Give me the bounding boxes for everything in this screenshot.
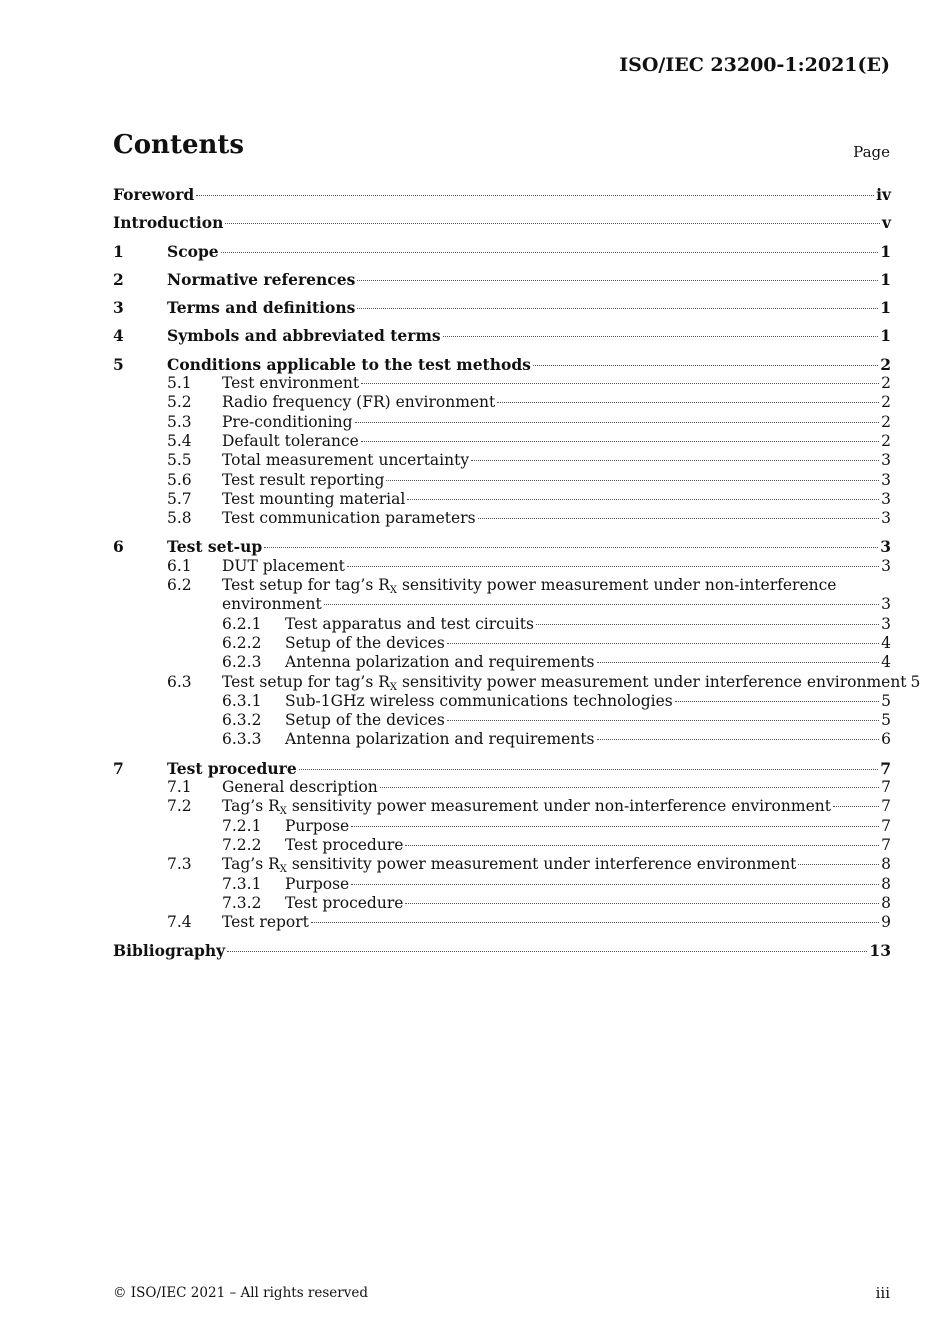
toc-row: [113, 634, 891, 653]
toc-page-number: 6: [881, 730, 891, 749]
toc-dot-leader: [675, 701, 879, 702]
toc-label-subscript: X: [279, 864, 287, 876]
toc-row: [113, 595, 891, 614]
toc-row: [113, 537, 891, 556]
toc-row: [113, 374, 891, 393]
toc-label: [222, 855, 796, 874]
toc-label: [222, 576, 836, 595]
toc-number: 7.3.1: [222, 874, 262, 893]
toc-page-number: 1: [880, 326, 891, 346]
toc-label: Test report: [222, 913, 309, 932]
toc-page-number: 5: [881, 711, 891, 730]
toc-entry-link[interactable]: [285, 817, 891, 836]
toc-page-number: 8: [881, 855, 891, 874]
toc-dot-leader: [357, 280, 878, 281]
toc-page-number: 3: [881, 470, 891, 489]
toc-entry-link[interactable]: [222, 576, 836, 595]
toc-page-number: 3: [881, 556, 891, 575]
toc-dot-leader: [361, 383, 879, 384]
toc-dot-leader: [597, 739, 880, 740]
toc-label: Test set-up: [167, 537, 263, 557]
toc-page-number: 7: [880, 758, 891, 778]
toc-page-number: 7: [881, 835, 891, 854]
toc-entry-link[interactable]: [285, 836, 891, 855]
toc-number: 5.8: [167, 509, 192, 528]
toc-row: [113, 836, 891, 855]
toc-number: 5.5: [167, 451, 192, 470]
toc-label: Conditions applicable to the test methods: [167, 354, 531, 374]
toc-row: [113, 653, 891, 672]
toc-number: 6.3.3: [222, 730, 262, 749]
toc-page-number: 9: [881, 913, 891, 932]
toc-label: Test environment: [222, 374, 360, 393]
toc-dot-leader: [311, 922, 879, 923]
toc-number: 7.3.2: [222, 893, 262, 912]
toc-number: 5: [113, 354, 124, 374]
toc-label: Purpose: [285, 874, 350, 893]
toc-dot-leader: [497, 402, 879, 403]
toc-label: Setup of the devices: [285, 633, 445, 652]
toc-page-number: 4: [881, 653, 891, 672]
toc-page-number: 3: [881, 509, 891, 528]
toc-page-number: v: [881, 213, 891, 233]
toc-page-number: 4: [881, 633, 891, 652]
toc-label: Setup of the devices: [285, 711, 445, 730]
toc-entry-link[interactable]: [222, 595, 891, 614]
toc-row: [113, 576, 891, 595]
toc-entry-link[interactable]: [285, 711, 891, 730]
toc-number: 6.2: [167, 576, 192, 595]
toc-page-number: 2: [880, 354, 891, 374]
toc-dot-leader: [357, 308, 878, 309]
toc-label-part: Test setup for tag’s R: [222, 672, 390, 691]
toc-label-part: sensitivity power measurement under non-interference: [397, 576, 837, 595]
toc-label: Radio frequency (FR) environment: [222, 393, 496, 412]
toc-entry-link[interactable]: [167, 242, 891, 261]
toc-label-part: Test setup for tag’s R: [222, 576, 390, 595]
toc-number: 1: [113, 241, 124, 261]
toc-dot-leader: [405, 845, 879, 846]
toc-dot-leader: [443, 336, 879, 337]
toc-entry-link[interactable]: [222, 490, 891, 509]
toc-dot-leader: [324, 604, 879, 605]
toc-entry-link[interactable]: [222, 393, 891, 412]
toc-entry-link[interactable]: [285, 615, 891, 634]
toc-label: Pre-conditioning: [222, 412, 353, 431]
toc-number: 5.6: [167, 470, 192, 489]
toc-row: [113, 875, 891, 894]
toc-page-number: 1: [880, 241, 891, 261]
toc-row: [113, 913, 891, 932]
toc-row: [113, 326, 891, 345]
toc-row: [113, 490, 891, 509]
toc-entry-link[interactable]: [222, 855, 891, 874]
toc-entry-link[interactable]: [113, 941, 891, 960]
toc-number: 6: [113, 537, 124, 557]
toc-label: Total measurement uncertainty: [222, 451, 470, 470]
toc-entry-link[interactable]: [167, 537, 891, 556]
toc-row: [113, 711, 891, 730]
toc-label: Test result reporting: [222, 470, 385, 489]
toc-entry-link[interactable]: [222, 557, 891, 576]
toc-number: 5.2: [167, 393, 192, 412]
toc-page-number: 3: [881, 451, 891, 470]
toc-entry-link[interactable]: [113, 185, 891, 204]
toc-label-subscript: X: [389, 681, 398, 693]
toc-label: Scope: [167, 241, 219, 261]
toc-label: Default tolerance: [222, 431, 359, 450]
toc-row: [113, 730, 891, 749]
toc-page-number: 8: [881, 893, 891, 912]
toc-row: [113, 213, 891, 232]
toc-entry-link[interactable]: [222, 672, 921, 693]
toc-row: [113, 509, 891, 528]
toc-dot-leader: [447, 720, 879, 721]
toc-label: Test procedure: [285, 893, 404, 912]
toc-page-number: 3: [881, 595, 891, 614]
toc-dot-leader: [471, 460, 879, 461]
toc-row: [113, 894, 891, 913]
toc-dot-leader: [386, 480, 879, 481]
toc-row: [113, 778, 891, 797]
toc-row: [113, 759, 891, 778]
toc-page-number: 2: [881, 412, 891, 431]
toc-row: [113, 451, 891, 470]
toc-label-part: Tag’s R: [222, 797, 280, 816]
toc-number: 6.2.3: [222, 653, 262, 672]
toc-row: [113, 242, 891, 261]
toc-row: [113, 615, 891, 634]
toc-label: DUT placement: [222, 556, 345, 575]
toc-label: [222, 673, 907, 692]
toc-label: Purpose: [285, 816, 350, 835]
toc-row: [113, 855, 891, 874]
toc-entry-link[interactable]: [167, 355, 891, 374]
toc-row: [113, 355, 891, 374]
toc-number: 2: [113, 269, 124, 289]
toc-dot-leader: [351, 826, 879, 827]
table-of-contents: [113, 185, 921, 961]
toc-dot-leader: [405, 903, 879, 904]
toc-dot-leader: [407, 499, 879, 500]
toc-entry-link[interactable]: [285, 692, 891, 711]
toc-label: [222, 797, 831, 816]
toc-row: [113, 393, 891, 412]
toc-number: 6.3.2: [222, 711, 262, 730]
toc-dot-leader: [347, 566, 879, 567]
toc-entry-link[interactable]: [222, 471, 891, 490]
toc-number: 6.2.1: [222, 614, 262, 633]
toc-entry-link[interactable]: [167, 759, 891, 778]
toc-label: Introduction: [113, 213, 224, 233]
toc-label: Bibliography: [113, 941, 226, 961]
toc-label: Normative references: [167, 269, 356, 289]
toc-page-number: 1: [880, 269, 891, 289]
toc-page-number: 3: [880, 537, 891, 557]
toc-row: [113, 817, 891, 836]
toc-label: Test apparatus and test circuits: [285, 614, 534, 633]
toc-entry-link[interactable]: [222, 413, 891, 432]
toc-dot-leader: [196, 195, 874, 196]
toc-label: Symbols and abbreviated terms: [167, 326, 441, 346]
document-id: ISO/IEC 23200-1:2021(E): [619, 54, 890, 76]
toc-row: [113, 298, 891, 317]
toc-number: 7.2.1: [222, 816, 262, 835]
toc-entry-link[interactable]: [222, 432, 891, 451]
toc-dot-leader: [533, 365, 878, 366]
toc-page-number: 5: [881, 691, 891, 710]
toc-number: 5.4: [167, 431, 192, 450]
toc-page-number: 1: [880, 298, 891, 318]
toc-label-part: sensitivity power measurement under non-interference environment: [286, 797, 831, 816]
toc-row: [113, 692, 891, 711]
toc-label: Test procedure: [167, 758, 297, 778]
toc-dot-leader: [225, 223, 880, 224]
toc-label: Antenna polarization and requirements: [285, 730, 595, 749]
toc-number: 6.2.2: [222, 633, 262, 652]
toc-dot-leader: [221, 252, 879, 253]
toc-row: [113, 270, 891, 289]
toc-dot-leader: [380, 787, 879, 788]
toc-number: 7.3: [167, 855, 192, 874]
toc-row: [113, 185, 891, 204]
toc-number: 5.3: [167, 412, 192, 431]
toc-entry-link[interactable]: [167, 326, 891, 345]
toc-page-number: 5: [910, 672, 921, 691]
toc-dot-leader: [597, 662, 880, 663]
toc-row: [113, 413, 891, 432]
toc-label: Test mounting material: [222, 489, 406, 508]
toc-number: 7.2.2: [222, 835, 262, 854]
toc-row: [113, 797, 891, 816]
toc-page-number: 3: [881, 489, 891, 508]
toc-number: 7.4: [167, 913, 192, 932]
toc-dot-leader: [798, 864, 879, 865]
toc-entry-link[interactable]: [222, 778, 891, 797]
toc-label-part: sensitivity power measurement under interference environment: [286, 855, 797, 874]
toc-number: 7: [113, 758, 124, 778]
toc-page-number: 7: [881, 816, 891, 835]
toc-entry-link[interactable]: [285, 730, 891, 749]
toc-entry-link[interactable]: [222, 913, 891, 932]
toc-number: 6.3: [167, 672, 192, 691]
toc-row: [113, 672, 921, 693]
toc-number: 6.1: [167, 556, 192, 575]
toc-label-subscript: X: [279, 806, 287, 818]
toc-page-number: 13: [869, 941, 891, 961]
toc-number: 3: [113, 298, 124, 318]
toc-dot-leader: [351, 884, 879, 885]
toc-dot-leader: [361, 441, 879, 442]
toc-entry-link[interactable]: [167, 298, 891, 317]
toc-dot-leader: [447, 643, 879, 644]
toc-page-number: iv: [876, 185, 891, 204]
toc-entry-link[interactable]: [222, 451, 891, 470]
toc-label: Foreword: [113, 185, 195, 204]
footer-copyright: © ISO/IEC 2021 – All rights reserved: [113, 1285, 368, 1301]
toc-label-subscript: X: [389, 585, 398, 597]
toc-entry-link[interactable]: [167, 270, 891, 289]
toc-label: environment: [222, 595, 322, 614]
toc-entry-link[interactable]: [285, 634, 891, 653]
page-column-heading: Page: [853, 143, 890, 161]
toc-dot-leader: [264, 547, 878, 548]
toc-entry-link[interactable]: [222, 509, 891, 528]
toc-label-part: Tag’s R: [222, 855, 280, 874]
toc-page-number: 2: [881, 393, 891, 412]
toc-page-number: 7: [881, 797, 891, 816]
toc-row: [113, 432, 891, 451]
toc-dot-leader: [478, 518, 880, 519]
toc-page-number: 7: [881, 778, 891, 797]
toc-label: Sub-1GHz wireless communications technologies: [285, 691, 673, 710]
page-title: Contents: [113, 130, 245, 160]
toc-number: 7.1: [167, 778, 192, 797]
toc-label-part: sensitivity power measurement under interference environment: [397, 672, 907, 691]
toc-dot-leader: [355, 422, 880, 423]
footer-page-number: iii: [875, 1284, 890, 1302]
toc-label: General description: [222, 778, 378, 797]
toc-entry-link[interactable]: [113, 213, 891, 232]
toc-row: [113, 471, 891, 490]
toc-number: 7.2: [167, 797, 192, 816]
toc-dot-leader: [227, 951, 867, 952]
toc-number: 5.7: [167, 489, 192, 508]
toc-entry-link[interactable]: [285, 653, 891, 672]
toc-number: 5.1: [167, 374, 192, 393]
toc-dot-leader: [299, 769, 879, 770]
toc-dot-leader: [536, 624, 879, 625]
toc-page-number: 3: [881, 614, 891, 633]
toc-entry-link[interactable]: [285, 875, 891, 894]
toc-row: [113, 941, 891, 960]
toc-page-number: 2: [881, 431, 891, 450]
toc-entry-link[interactable]: [222, 797, 891, 816]
toc-entry-link[interactable]: [285, 894, 891, 913]
toc-number: 4: [113, 326, 124, 346]
toc-dot-leader: [833, 806, 879, 807]
toc-page-number: 8: [881, 874, 891, 893]
toc-label: Antenna polarization and requirements: [285, 653, 595, 672]
toc-label: Test procedure: [285, 835, 404, 854]
toc-label: Terms and definitions: [167, 298, 356, 318]
toc-entry-link[interactable]: [222, 374, 891, 393]
toc-number: 6.3.1: [222, 691, 262, 710]
toc-page-number: 2: [881, 374, 891, 393]
toc-label: Test communication parameters: [222, 509, 476, 528]
toc-row: [113, 557, 891, 576]
